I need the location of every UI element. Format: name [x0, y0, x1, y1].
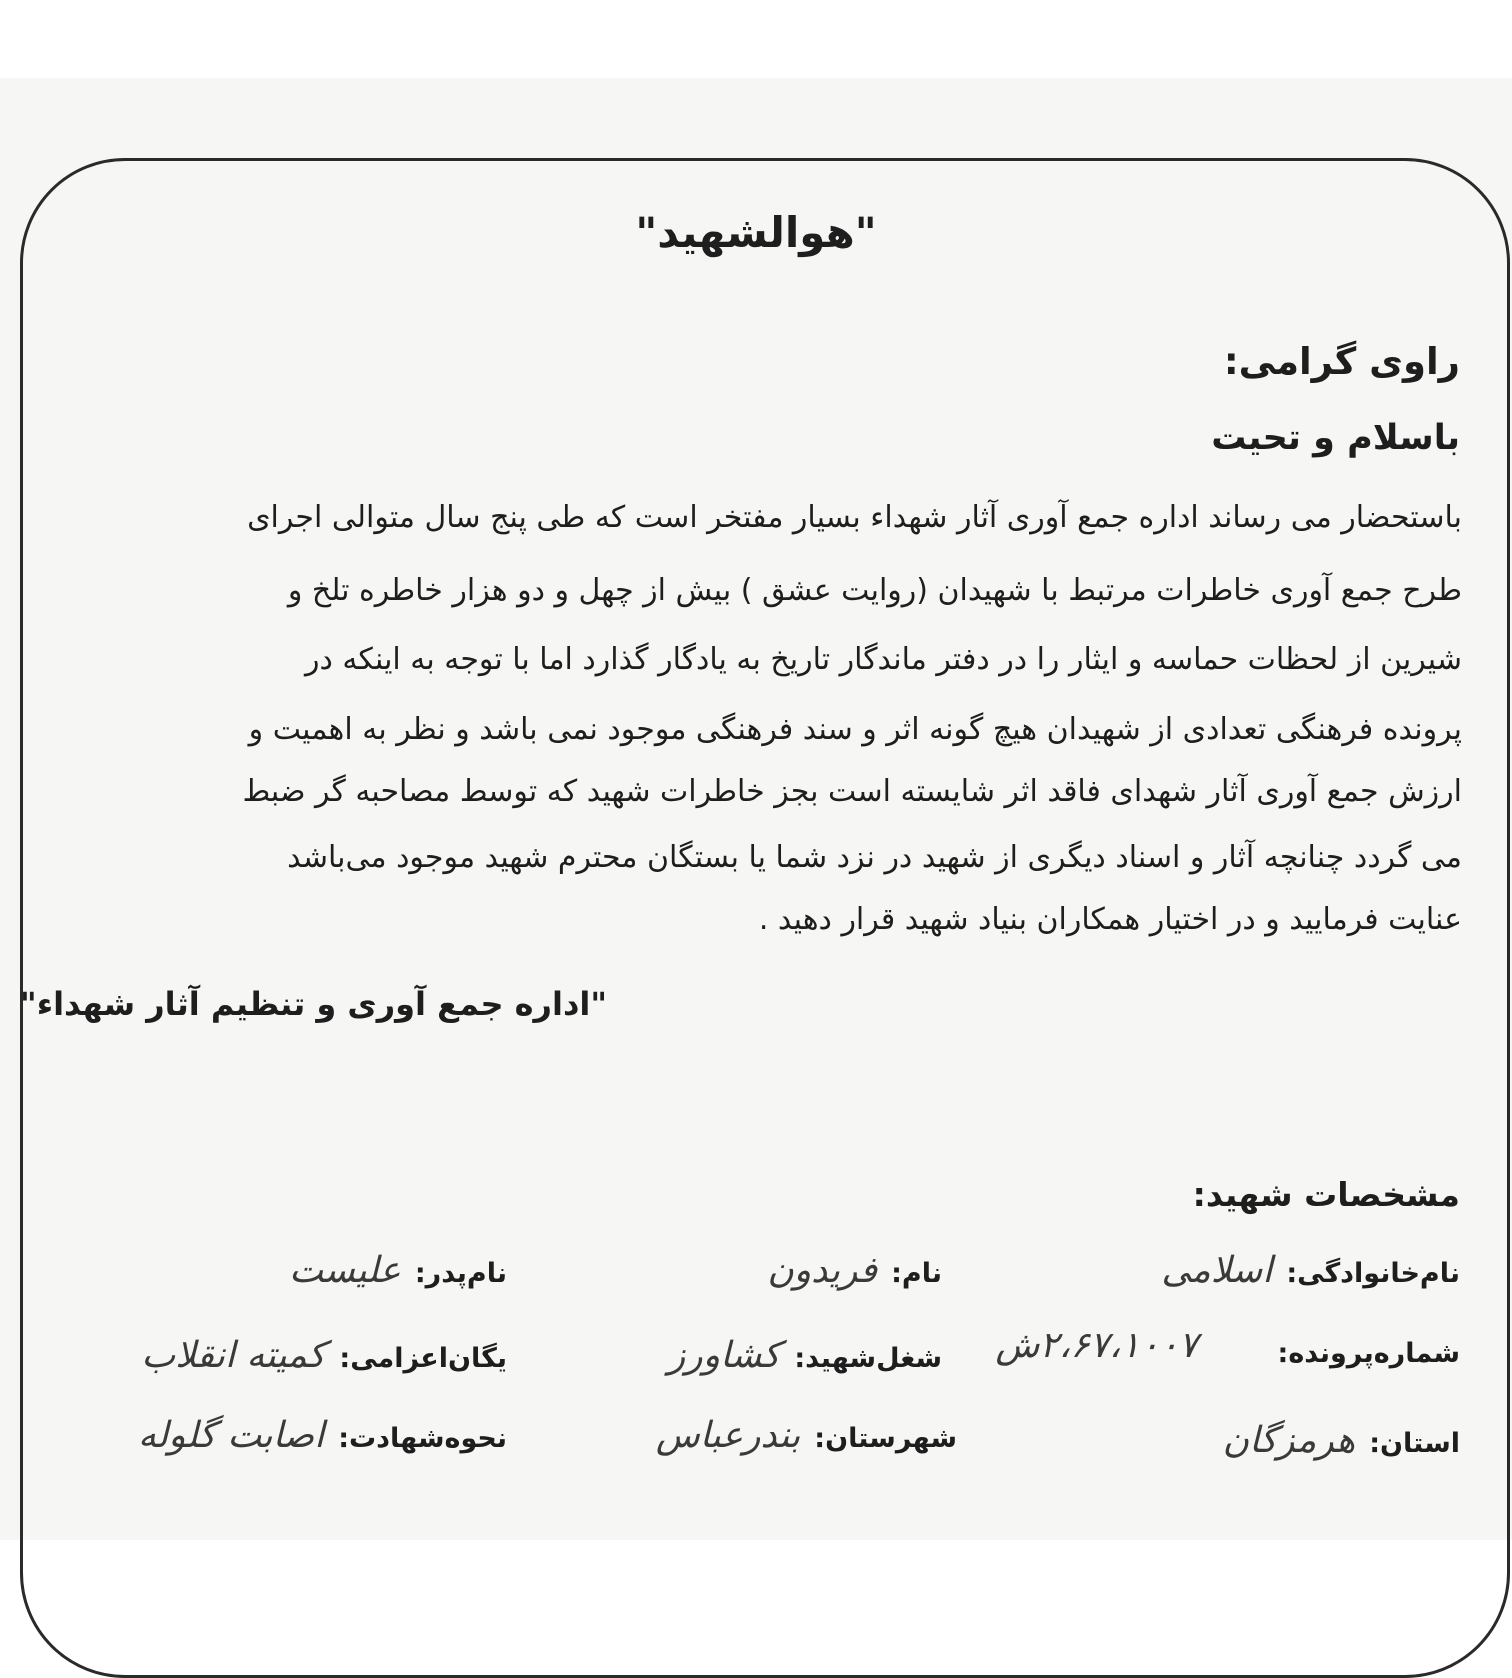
document-sheet	[0, 78, 1512, 1540]
martyr-section-title: مشخصات شهید:	[1192, 1175, 1460, 1214]
father-name-value: علیست	[289, 1250, 401, 1291]
greeting: باسلام و تحیت	[1211, 418, 1460, 458]
letter-body-line: شیرین از لحظات حماسه و ایثار را در دفتر ماندگار تاریخ به یادگار گذارد اما با توجه به اینکه در	[304, 642, 1462, 677]
martyrdom-type-value: اصابت گلوله	[137, 1415, 325, 1456]
family-name-field	[1161, 1250, 1460, 1291]
file-number-field	[1278, 1338, 1460, 1369]
occupation-value: کشاورز	[667, 1335, 781, 1376]
father-name-label: نام‌پدر:	[414, 1258, 507, 1289]
letter-body-line: پرونده فرهنگی تعدادی از شهیدان هیچ گونه اثر و سند فرهنگی موجود نمی باشد و نظر به اهمیت و	[248, 712, 1462, 747]
dispatch-unit-label: یگان‌اعزامی:	[339, 1343, 507, 1374]
province-label: استان:	[1369, 1428, 1460, 1459]
letter-body-line: می گردد چنانچه آثار و اسناد دیگری از شهید در نزد شما یا بستگان محترم شهید موجود می‌باشد	[287, 840, 1462, 875]
letter-body-line: باستحضار می رساند اداره جمع آوری آثار شهداء بسیار مفتخر است که طی پنج سال متوالی اجرای	[247, 500, 1462, 535]
martyrdom-type-field	[138, 1415, 507, 1456]
dispatch-unit-value: کمیته انقلاب	[141, 1335, 326, 1376]
family-name-value: اسلامی	[1161, 1250, 1273, 1291]
file-number-value-wrap	[995, 1325, 1212, 1366]
first-name-field	[767, 1250, 942, 1291]
city-label: شهرستان:	[814, 1423, 957, 1454]
letter-body-line: طرح جمع آوری خاطرات مرتبط با شهیدان (روایت عشق ) بیش از چهل و دو هزار خاطره تلخ و	[287, 573, 1462, 608]
dispatch-unit-field	[141, 1335, 507, 1376]
office-signature: "اداره جمع آوری و تنظیم آثار شهداء"	[20, 985, 607, 1023]
first-name-label: نام:	[891, 1258, 942, 1289]
father-name-field	[289, 1250, 507, 1291]
city-field	[656, 1415, 957, 1456]
occupation-field	[668, 1335, 942, 1376]
letter-body-line: عنایت فرمایید و در اختیار همکاران بنیاد شهید قرار دهید .	[758, 902, 1462, 937]
family-name-label: نام‌خانوادگی:	[1286, 1258, 1460, 1289]
first-name-value: فریدون	[767, 1250, 878, 1291]
file-number-label: شماره‌پرونده:	[1277, 1338, 1460, 1369]
city-value: بندرعباس	[655, 1415, 801, 1456]
occupation-label: شغل‌شهید:	[794, 1343, 942, 1374]
salutation: راوی گرامی:	[1223, 340, 1460, 383]
province-field	[1223, 1420, 1460, 1461]
letter-body-line: ارزش جمع آوری آثار شهدای فاقد اثر شایسته است بجز خاطرات شهید که توسط مصاحبه گر ضبط	[242, 774, 1462, 809]
document-title: "هوالشهید"	[635, 208, 877, 257]
file-number-value: ۲،۶۷،۱۰۰۷ش	[995, 1325, 1198, 1366]
martyrdom-type-label: نحوه‌شهادت:	[338, 1423, 507, 1454]
province-value: هرمزگان	[1222, 1420, 1356, 1461]
